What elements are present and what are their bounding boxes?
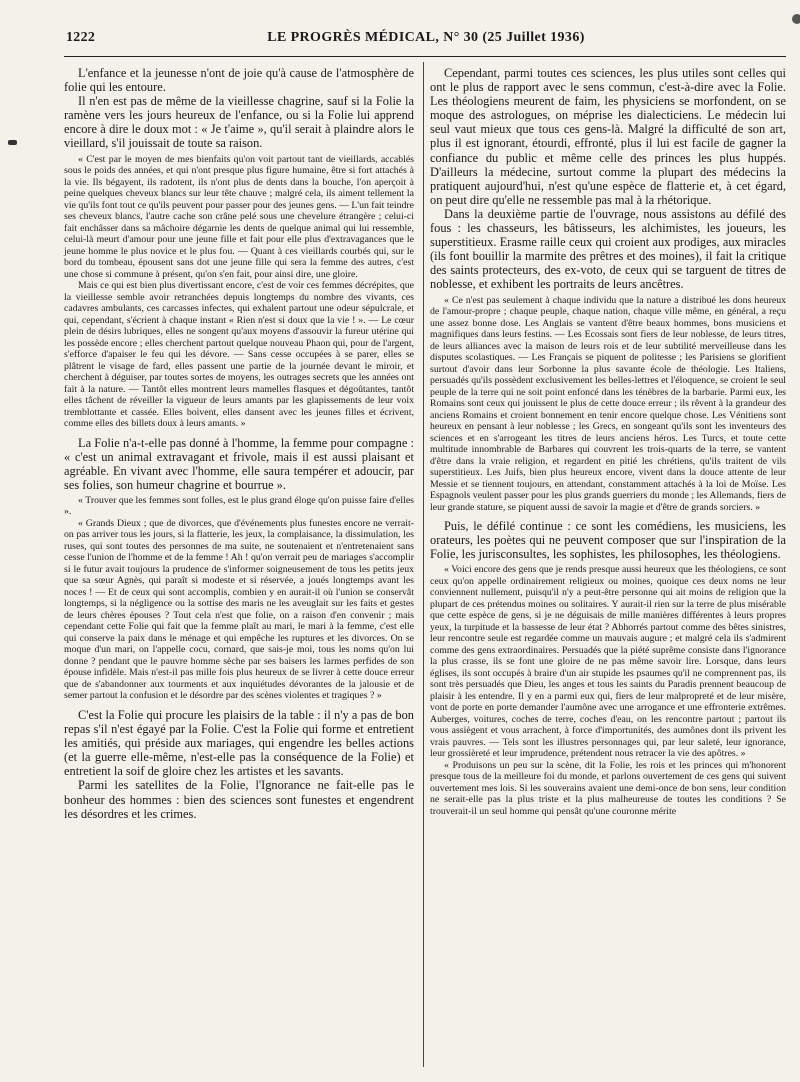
paragraph: Il n'en est pas de même de la vieillesse chagrine, sauf si la Folie la ramène vers les jours heureux de l'enfance, ou si la Folie lui apprend encore à dire le doux mot : « Je t'aime », qu'il serait à plaindre alors le vieillard, s'il jouissait de toute sa raison.	[64, 94, 414, 151]
margin-mark-icon	[8, 140, 17, 145]
paragraph: Parmi les satellites de la Folie, l'Ignorance ne fait-elle pas le bonheur des hommes : bien des sciences sont funestes et engendrent les désordres et les crimes.	[64, 778, 414, 821]
quote-paragraph: « Voici encore des gens que je rends presque aussi heureux que les théologiens, ce sont ceux qu'on appelle ordinairement religieux ou moines, quoique ces deux noms ne leur conviennent nullement, puisqu'il n'y a peut-être personne qui ait moins de religion que la plupart de ces prétendus moines ou solitaires. Y aurait-il rien sur la terre de plus misérable que cette espèce de gens, si je ne déguisais de mille manières différentes à leurs propres yeux, la turpitude et la bassesse de leur état ? Abhorrés partout comme des bêtes sinistres, leur rencontre seule est regardée comme un mauvais augure ; et malgré cela ils s'admirent comme des gens extraordinaires. Persuadés que la piété suprême consiste dans l'ignorance la plus crasse, ils se font une gloire de ne pas même savoir lire. Lorsque, dans leurs églises, ils sont occupés à braire d'un air stupide les psaumes qu'il ne comprennent pas, ils sont très persuadés que Dieu, les anges et tous les saints du Paradis prennent beaucoup de plaisir à les entendre. Il y en a parmi eux qui, fiers de leur malpropreté et de leur misère, vont de porte en porte demander l'aumône avec une arrogance et une effronterie extrêmes. Auberges, voitures, coches de terre, coches d'eau, on les rencontre partout ; partout ils vous assiègent et vous arrachent, à force d'importunités, des aumônes dont ils privent les vrais pauvres. — Tels sont les illustres personnages qui, par leur saleté, leur ignorance, leur grossièreté et leur imprudence, prétendent nous retracer la vie des apôtres. »	[430, 564, 786, 760]
quote-paragraph: « Trouver que les femmes sont folles, est le plus grand éloge qu'on puisse faire d'elles ».	[64, 494, 414, 518]
page-header	[66, 30, 786, 54]
corner-mark-icon	[792, 14, 800, 24]
header-rule	[64, 56, 786, 57]
quote-paragraph: Mais ce qui est bien plus divertissant encore, c'est de voir ces femmes décrépites, que la vieillesse semble avoir retranchées depuis longtemps du nombre des vivants, ces cadavres ambulants, ces carcasses infectes, qui exhalent partout une odeur sépulcrale, et qui, cependant, s'écrient à chaque instant « Rien n'est si doux que la vie ! ». — Le cœur plein de désirs lubriques, elles ne songent qu'aux moyens d'assouvir la fureur utérine qui les possède encore ; elles cherchent partout quelque nouveau Phaon qui, pour de l'argent, s'efforce d'apaiser le feu qui les dévore. — Sans cesse occupées à se parer, elles se plâtrent le visage de fard, elles passent une partie de la journée devant le miroir, et cherchent à déguiser, par toutes sortes de moyens, les outrages secrets que les années ont fait à la nature. — Tantôt elles montrent leurs mamelles flasques et dégoûtantes, tantôt elles tâchent de réveiller la vigueur de leurs amants par les glapissements de leur voix tremblottante et cassée. Elles boivent, elles dansent avec les jeunes filles et écrivent, comme elles des billets doux à leurs amants. »	[64, 280, 414, 430]
paragraph: L'enfance et la jeunesse n'ont de joie qu'à cause de l'atmosphère de folie qui les entoure.	[64, 66, 414, 95]
paragraph: Puis, le défilé continue : ce sont les comédiens, les musiciens, les orateurs, les poètes qui ne peuvent composer que sur l'inspiration de la Folie, les jurisconsultes, les sophistes, les philosophes, les théologiens.	[430, 519, 786, 562]
quote-paragraph: « Ce n'est pas seulement à chaque individu que la nature a distribué les dons heureux de l'amour-propre ; chaque peuple, chaque nation, chaque ville même, en général, a reçu une assez bonne dose. Les Anglais se vantent d'être beaux hommes, bons musiciens et magnifiques dans leurs festins. — Les Ecossais sont fiers de leur noblesse, de leurs titres, de leurs alliances avec la maison de leurs rois et de leur subtilité merveilleuse dans les disputes scolastiques. — Les Français se piquent de politesse ; les Parisiens se glorifient surtout d'avoir dans leur Sorbonne la plus savante école de théologie. Les Italiens, persuadés qu'ils possèdent exclusivement les belles-lettres et l'éloquence, se croient le seul peuple de la terre qui ne soit point enfoncé dans les ténèbres de la barbarie. Parmi eux, les Romains sont ceux qui jouissent le plus de cette douce erreur ; ils rêvent à la grandeur des anciens Romains et croient bonnement en tenir encore quelque chose. Les Vénitiens sont heureux en pensant à leur noblesse ; les Grecs, en songeant qu'ils sont les inventeurs des sciences et en s'arrogeant les titres de leurs anciens héros. Les Turcs, et toute cette multitude innombrable de Barbares qui couvrent les trois-quarts de la terre, se vantent d'être dans la vraie religion, et regardent en pitié les chrétiens, qu'ils traitent de vils superstitieux. Les Juifs, bien plus heureux encore, vivent dans la douce attente de leur Messie et se tiennent toujours, en attendant, constamment attachés à la loi de Moïse. Les Espagnols veulent passer pour les plus grands guerriers du monde ; les Allemands, fiers de leur grande stature, se piquent aussi de savoir la magie et d'être de grands sorciers. »	[430, 294, 786, 513]
paragraph: Cependant, parmi toutes ces sciences, les plus utiles sont celles qui ont le plus de rapport avec le sens commun, c'est-à-dire avec la Folie. Les théologiens meurent de faim, les physiciens se morfondent, on se moque des astrologues, on méprise les dialecticiens. Le médecin lui seul vaut mieux que tous ces gens-là. Malgré la difficulté de son art, plus il est ignorant, étourdi, effronté, plus il lui est facile de gagner la confiance du public et même celle des princes les plus huppés. D'ailleurs la médecine, surtout comme la plupart des médecins la pratiquent aujourd'hui, n'est qu'une espèce de flatterie et, à cet égard, on peut dire qu'elle ne ressemble pas mal à la rhétorique.	[430, 66, 786, 207]
quote-paragraph: « Produisons un peu sur la scène, dit la Folie, les rois et les princes qui m'honorent presque tous de la meilleure foi du monde, et parlons ouvertement de ces gens qui suivent ouvertement mes lois. Si les souverains avaient une demi-once de bon sens, leur condition ne serait-elle pas la plus triste et la plus malheureuse de toutes les conditions ? Se trouverait-il un seul homme qui pensât qu'une couronne mérite	[430, 759, 786, 817]
left-column	[64, 66, 414, 821]
page-number: 1222	[66, 30, 96, 45]
paragraph: La Folie n'a-t-elle pas donné à l'homme, la femme pour compagne : « c'est un animal extravagant et frivole, mais il est aussi plaisant et agréable. En vivant avec l'homme, elle saura tempérer et adoucir, par ses folies, son humeur chagrine et bourrue ».	[64, 435, 414, 492]
quote-paragraph: « Grands Dieux ; que de divorces, que d'événements plus funestes encore ne verrait-on pas arriver tous les jours, si la flatterie, les jeux, la complaisance, la dissimulation, les ruses, qui sont toutes des personnes de ma suite, ne soutenaient et n'entretenaient sans cesse l'union de l'homme et de la femme ! Ah ! qu'on verrait peu de mariages s'accomplir si le futur avait toujours la prudence de s'informer soigneusement de tous les petits jeux que sa sœur Agnès, qui paraît si modeste et si réservée, a joués longtemps avant les noces ! — Et de ceux qui sont accomplis, combien y en aurait-il où l'union se conservât longtemps, si la négligence ou la sottise des maris ne les aveuglait sur les faits et gestes de leurs chères épouses ? Tout cela n'est que folie, on a raison d'en convenir ; mais cependant cette Folie qui fait que la femme plaît au mari, le mari à la femme, c'est elle qui conserve la paix dans le ménage et qui empêche les ruptures et les divorces. On se moque d'un mari, on l'appelle cocu, cornard, que sais-je moi, tous les noms qu'on lui donne ? pendant que le pauvre homme sèche par ses baisers les larmes perfides de son épouse infidèle. Mais n'est-il pas mille fois plus heureux de se livrer à cette douce erreur que de s'abandonner aux tourments et aux inquiétudes dévorantes de la jalousie et de semer partout la confusion et le désordre par des scènes violentes et tragiques ? »	[64, 517, 414, 702]
running-title: LE PROGRÈS MÉDICAL, N° 30 (25 Juillet 1936)	[267, 30, 585, 45]
right-column	[430, 66, 786, 817]
column-divider	[423, 62, 424, 1067]
paragraph: C'est la Folie qui procure les plaisirs de la table : il n'y a pas de bon repas s'il n'est égayé par la Folie. C'est la Folie qui forme et entretient les amitiés, qui préside aux mariages, qui engendre les belles actions (et la guerre elle-même, n'est-elle pas la conséquence de la Folie) et entretient la soif de gloire chez les artistes et les savants.	[64, 707, 414, 779]
quote-paragraph: « C'est par le moyen de mes bienfaits qu'on voit partout tant de vieillards, accablés sous le poids des années, et qui n'ont presque plus figure humaine, être si fort attachés à la vie. Ils bégayent, ils radotent, ils n'ont plus de dents dans la bouche, l'on aperçoit à peine quelques cheveux blancs sur leur tête chauve ; malgré cela, ils aiment tellement la vie qu'ils font tout ce qu'ils peuvent pour passer pour des jeunes gens. — L'un fait teindre ses cheveux blancs, l'autre cache son crâne pelé sous une chevelure étrangère ; celui-ci fait enchâsser dans sa mâchoire dégarnie les dents de quelque animal qui lui ressemble, celui-là meurt d'amour pour une jeune fille et fait pour elle plus d'extravagances que le jeune homme le plus novice et le plus fou. — Quant à ces vieillards courbés qui, sur le bord du tombeau, épousent sans dot une jeune fille qui sera la femme des autres, c'est une chose si commune à présent, qu'on s'en fait, pour ainsi dire, une gloire.	[64, 153, 415, 280]
paragraph: Dans la deuxième partie de l'ouvrage, nous assistons au défilé des fous : les chasseurs, les bâtisseurs, les alchimistes, les joueurs, les superstitieux. Erasme raille ceux qui croient aux prodiges, aux miracles (ils font bouillir la marmite des prêtres et des moines), il fait la critique des saints protecteurs, des ex-voto, de ceux qui se targuent de titres de noblesse, et exhibent les portraits de leurs ancêtres.	[430, 206, 786, 292]
